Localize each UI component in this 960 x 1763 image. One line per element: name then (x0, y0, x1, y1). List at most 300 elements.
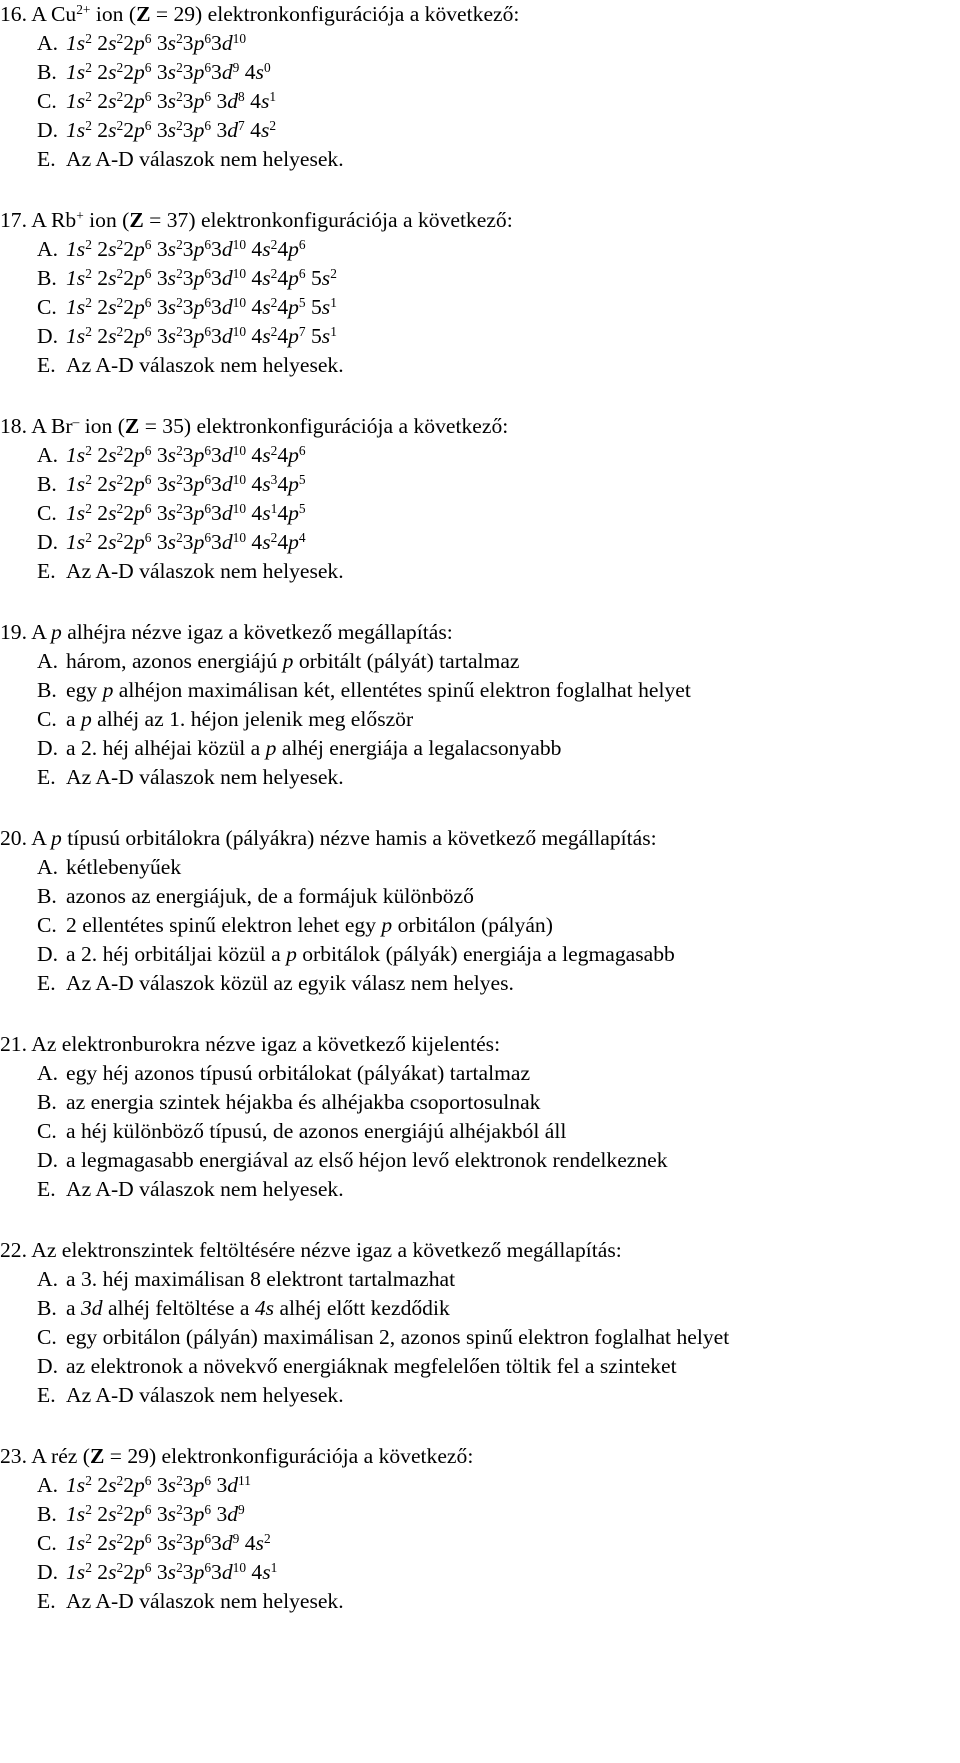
text-segment: 3 (151, 501, 168, 525)
text-segment: 2 (85, 323, 92, 339)
answer-option-d (0, 1352, 960, 1381)
text-segment: alhéjra nézve igaz a következő megállapítás: (61, 620, 453, 644)
text-segment: p (288, 443, 299, 467)
text-segment: p (288, 530, 299, 554)
text-segment: d (227, 1473, 239, 1497)
option-letter: A. (37, 855, 58, 879)
text-segment: p (193, 89, 205, 113)
text-segment: s (262, 443, 271, 467)
text-segment: s (167, 324, 177, 348)
answer-option-d (0, 1558, 960, 1587)
answer-option-e (0, 1587, 960, 1616)
text-segment: d (221, 1560, 233, 1584)
text-segment: 2 (85, 88, 92, 104)
text-segment: s (262, 1560, 271, 1584)
text-segment: 4 (277, 295, 289, 319)
text-segment: 2 (91, 89, 109, 113)
text-segment: 2 (85, 30, 92, 46)
option-letter: B. (37, 884, 57, 908)
text-segment: p (133, 31, 145, 55)
text-segment: d (221, 266, 233, 290)
text-segment: 2 (116, 1530, 124, 1546)
option-letter: C. (37, 501, 57, 525)
text-segment: 3 (182, 237, 194, 261)
text-segment: s (167, 1502, 177, 1526)
text-segment: A (31, 826, 52, 850)
text-segment: d (221, 501, 233, 525)
text-segment: a 2. héj alhéjai közül a (66, 736, 266, 760)
text-segment: 2 (123, 1502, 134, 1526)
text-segment: = 29) elektronkonfigurációja a következő: (150, 2, 520, 26)
text-segment: 3 (182, 89, 194, 113)
text-segment: 6 (144, 1472, 152, 1488)
text-segment: s (108, 60, 117, 84)
text-segment: a legmagasabb energiával az első héjon levő elektronok rendelkeznek (66, 1148, 668, 1172)
text-segment: 2 (176, 1472, 183, 1488)
option-letter: E. (37, 1383, 56, 1407)
text-segment: d (227, 89, 239, 113)
text-segment: 3 (270, 471, 278, 487)
text-segment: 6 (144, 59, 152, 75)
text-segment: 2 (270, 529, 278, 545)
text-segment: s (108, 443, 117, 467)
text-segment: 2 (176, 30, 183, 46)
text-segment: 2 (176, 59, 183, 75)
text-segment: 5 (305, 266, 322, 290)
text-segment: 2 (123, 31, 134, 55)
text-segment: s (108, 501, 117, 525)
text-segment: = 35) elektronkonfigurációja a következő: (139, 414, 509, 438)
text-segment: 4 (246, 472, 263, 496)
text-segment: 2 (123, 501, 134, 525)
text-segment: s (262, 266, 271, 290)
option-letter: A. (37, 649, 58, 673)
text-segment: d (221, 60, 233, 84)
text-segment: 4 (244, 118, 261, 142)
text-segment: 2 (85, 1501, 92, 1517)
text-segment: 4 (246, 266, 263, 290)
text-segment: 4 (277, 237, 289, 261)
text-segment: p (193, 1531, 205, 1555)
answer-option-a (0, 1471, 960, 1500)
answer-option-a (0, 235, 960, 264)
answer-option-b (0, 1294, 960, 1323)
answer-option-b (0, 1088, 960, 1117)
text-segment: 4 (246, 501, 263, 525)
text-segment: 6 (144, 1501, 152, 1517)
question-stem (0, 0, 960, 29)
text-segment: 2 (85, 265, 92, 281)
text-segment: alhéj feltöltése a (102, 1296, 255, 1320)
text-segment: 1s (66, 237, 86, 261)
text-segment: A Rb (31, 208, 77, 232)
text-segment: 1s (66, 60, 86, 84)
answer-option-b (0, 58, 960, 87)
text-segment: 1 (330, 294, 337, 310)
question-21 (0, 1030, 960, 1204)
question-stem (0, 412, 960, 441)
question-22 (0, 1236, 960, 1410)
text-segment: p (288, 472, 299, 496)
text-segment: p (288, 295, 299, 319)
text-segment: 2 (269, 117, 277, 133)
text-segment: 6 (204, 236, 212, 252)
text-segment: 2 (123, 237, 134, 261)
answer-option-e (0, 557, 960, 586)
question-stem (0, 824, 960, 853)
text-segment: A réz ( (31, 1444, 90, 1468)
text-segment: Z (124, 414, 140, 438)
text-segment: s (167, 1473, 177, 1497)
text-segment: s (167, 31, 177, 55)
text-segment: 3 (211, 1502, 228, 1526)
text-segment: orbitálok (pályák) energiája a legmagasabb (296, 942, 675, 966)
answer-option-a (0, 647, 960, 676)
option-letter: E. (37, 1177, 56, 1201)
text-segment: 7 (298, 323, 306, 339)
text-segment: d (221, 295, 233, 319)
text-segment: 3 (211, 237, 222, 261)
text-segment: 2 (176, 529, 183, 545)
question-spacer (0, 792, 960, 824)
text-segment: 2 (91, 501, 109, 525)
text-segment: + (76, 207, 84, 223)
text-segment: 6 (144, 265, 152, 281)
text-segment: Az A-D válaszok közül az egyik válasz nem helyes. (66, 971, 514, 995)
option-letter: B. (37, 1296, 57, 1320)
text-segment: 3 (182, 1502, 194, 1526)
text-segment: egy orbitálon (pályán) maximálisan 2, azonos spinű elektron foglalhat helyet (66, 1325, 730, 1349)
text-segment: p (133, 501, 145, 525)
text-segment: az energia szintek héjakba és alhéjakba csoportosulnak (66, 1090, 541, 1114)
option-letter: D. (37, 736, 58, 760)
text-segment: 3 (211, 1531, 222, 1555)
answer-option-e (0, 145, 960, 174)
text-segment: p (193, 443, 205, 467)
text-segment: 6 (204, 1559, 212, 1575)
question-number: 21. (0, 1032, 27, 1056)
text-segment: s (167, 472, 177, 496)
option-letter: C. (37, 295, 57, 319)
option-letter: A. (37, 443, 58, 467)
text-segment: 3 (182, 530, 194, 554)
option-letter: D. (37, 1354, 58, 1378)
text-segment: 2 (116, 529, 124, 545)
text-segment: alhéj előtt kezdődik (274, 1296, 450, 1320)
text-segment: 2 (91, 295, 109, 319)
text-segment: Z (129, 208, 144, 232)
answer-option-a (0, 29, 960, 58)
option-letter: A. (37, 1061, 58, 1085)
text-segment: 1 (269, 88, 277, 104)
text-segment: 2 (85, 1559, 92, 1575)
text-segment: 2 (91, 118, 109, 142)
text-segment: s (108, 1560, 117, 1584)
text-segment: 3 (151, 443, 168, 467)
text-segment: Az elektronszintek feltöltésére nézve igaz a következő megállapítás: (31, 1238, 622, 1262)
text-segment: 10 (232, 265, 247, 281)
text-segment: p (133, 1502, 145, 1526)
text-segment: 3 (151, 237, 168, 261)
text-segment: 2 (270, 265, 278, 281)
option-letter: D. (37, 118, 58, 142)
text-segment: 2 (123, 324, 134, 348)
text-segment: 1s (66, 1531, 86, 1555)
text-segment: 1s (66, 295, 86, 319)
text-segment: s (167, 443, 177, 467)
option-letter: D. (37, 324, 58, 348)
text-segment: 6 (144, 442, 152, 458)
text-segment: d (221, 530, 233, 554)
question-spacer (0, 380, 960, 412)
text-segment: d (221, 31, 233, 55)
text-segment: s (108, 266, 117, 290)
text-segment: s (260, 118, 270, 142)
option-letter: A. (37, 1267, 58, 1291)
text-segment: 10 (232, 294, 247, 310)
text-segment: p (288, 324, 299, 348)
text-segment: 2 (116, 500, 124, 516)
text-segment: 3 (151, 1560, 168, 1584)
text-segment: 2 (91, 237, 109, 261)
text-segment: 1s (66, 1473, 86, 1497)
text-segment: 6 (204, 1501, 212, 1517)
text-segment: s (108, 472, 117, 496)
text-segment: 2 (270, 323, 278, 339)
text-segment: 6 (298, 442, 306, 458)
answer-option-a (0, 441, 960, 470)
option-letter: D. (37, 530, 58, 554)
text-segment: 2 (91, 266, 109, 290)
text-segment: 4 (246, 237, 263, 261)
text-segment: 3 (211, 118, 228, 142)
text-segment: 3 (182, 1560, 194, 1584)
answer-option-b (0, 470, 960, 499)
text-segment: 3 (211, 443, 222, 467)
text-segment: 10 (232, 236, 247, 252)
text-segment: 4 (298, 529, 306, 545)
text-segment: 6 (204, 1472, 212, 1488)
answer-option-a (0, 1059, 960, 1088)
answer-option-e (0, 1381, 960, 1410)
text-segment: 4 (277, 266, 289, 290)
question-spacer (0, 586, 960, 618)
text-segment: 2 (116, 117, 124, 133)
text-segment: 4 (239, 60, 256, 84)
text-segment: 4 (246, 1560, 263, 1584)
text-segment: s (108, 324, 117, 348)
question-number: 22. (0, 1238, 27, 1262)
text-segment: 1s (66, 1560, 86, 1584)
text-segment: 2 (123, 530, 134, 554)
text-segment: 4 (244, 89, 261, 113)
text-segment: 3 (151, 60, 168, 84)
text-segment: 4 (239, 1531, 256, 1555)
text-segment: a héj különböző típusú, de azonos energiájú alhéjakból áll (66, 1119, 567, 1143)
text-segment: 2 (116, 265, 124, 281)
text-segment: ion ( (83, 208, 130, 232)
text-segment: s (167, 530, 177, 554)
text-segment: s (108, 31, 117, 55)
text-segment: 3 (211, 324, 222, 348)
text-segment: 2 (91, 1531, 109, 1555)
text-segment: 2 (116, 236, 124, 252)
text-segment: 4 (246, 443, 263, 467)
answer-option-a (0, 853, 960, 882)
text-segment: 3 (182, 1473, 194, 1497)
text-segment: 3 (182, 31, 194, 55)
text-segment: orbitált (pályát) tartalmaz (293, 649, 520, 673)
text-segment: 6 (204, 471, 212, 487)
text-segment: 3 (211, 89, 228, 113)
text-segment: p (80, 707, 92, 731)
text-segment: Z (136, 2, 151, 26)
text-segment: 2 (270, 236, 278, 252)
text-segment: 3 (211, 530, 222, 554)
text-segment: 6 (298, 265, 306, 281)
text-segment: 3 (151, 1473, 168, 1497)
text-segment: 3 (151, 324, 168, 348)
text-segment: 4 (277, 472, 289, 496)
text-segment: p (288, 501, 299, 525)
text-segment: s (108, 1531, 117, 1555)
text-segment: 4 (277, 324, 289, 348)
text-segment: p (265, 736, 277, 760)
text-segment: 2 (176, 236, 183, 252)
text-segment: s (321, 324, 331, 348)
text-segment: 1 (330, 323, 337, 339)
text-segment: 6 (204, 30, 212, 46)
text-segment: 2 (85, 471, 92, 487)
text-segment: Az A-D válaszok nem helyesek. (66, 1589, 344, 1613)
text-segment: 3 (211, 60, 222, 84)
question-number: 23. (0, 1444, 27, 1468)
text-segment: p (102, 678, 114, 702)
text-segment: 5 (298, 500, 306, 516)
text-segment: 2 (116, 59, 124, 75)
text-segment: a 2. héj orbitáljai közül a (66, 942, 287, 966)
text-segment: 3 (211, 295, 222, 319)
answer-option-c (0, 499, 960, 528)
text-segment: s (262, 472, 271, 496)
text-segment: 6 (204, 117, 212, 133)
text-segment: 2 ellentétes spinű elektron lehet egy (66, 913, 382, 937)
answer-option-d (0, 116, 960, 145)
answer-option-b (0, 264, 960, 293)
option-letter: B. (37, 1090, 57, 1114)
text-segment: 3 (151, 89, 168, 113)
option-letter: A. (37, 237, 58, 261)
text-segment: 3 (182, 472, 194, 496)
option-letter: A. (37, 1473, 58, 1497)
answer-option-d (0, 1146, 960, 1175)
text-segment: p (193, 60, 205, 84)
question-number: 16. (0, 2, 27, 26)
text-segment: a (66, 1296, 81, 1320)
text-segment: 2 (91, 1502, 109, 1526)
text-segment: s (108, 237, 117, 261)
answer-option-e (0, 763, 960, 792)
text-segment: 2 (123, 472, 134, 496)
text-segment: 1s (66, 31, 86, 55)
text-segment: 6 (204, 529, 212, 545)
text-segment: 2 (263, 1530, 271, 1546)
text-segment: s (167, 266, 177, 290)
option-letter: C. (37, 89, 57, 113)
option-letter: E. (37, 353, 56, 377)
text-segment: 4 (277, 530, 289, 554)
text-segment: 2 (123, 89, 134, 113)
text-segment: = 37) elektronkonfigurációja a következő: (143, 208, 513, 232)
text-segment: 3 (211, 501, 222, 525)
text-segment: 6 (144, 88, 152, 104)
answer-option-e (0, 969, 960, 998)
text-segment: 9 (232, 59, 240, 75)
text-segment: az elektronok a növekvő energiáknak megfelelően töltik fel a szinteket (66, 1354, 677, 1378)
text-segment: 11 (238, 1472, 251, 1488)
text-segment: 3 (151, 1502, 168, 1526)
option-letter: E. (37, 559, 56, 583)
text-segment: ion ( (90, 2, 137, 26)
answer-option-c (0, 1529, 960, 1558)
text-segment: 2 (85, 1530, 92, 1546)
text-segment: s (255, 60, 264, 84)
text-segment: 3 (182, 443, 194, 467)
text-segment: 3 (211, 31, 222, 55)
text-segment: három, azonos energiájú (66, 649, 283, 673)
text-segment: 2 (85, 236, 92, 252)
text-segment: Z (89, 1444, 105, 1468)
text-segment: 6 (144, 294, 152, 310)
text-segment: 10 (232, 323, 247, 339)
text-segment: d (221, 472, 233, 496)
text-segment: p (288, 266, 299, 290)
text-segment: Az A-D válaszok nem helyesek. (66, 765, 344, 789)
text-segment: egy (66, 678, 103, 702)
question-stem (0, 1236, 960, 1265)
text-segment: 2 (91, 1560, 109, 1584)
text-segment: d (221, 443, 233, 467)
text-segment: 7 (238, 117, 245, 133)
option-letter: B. (37, 472, 57, 496)
text-segment: s (262, 530, 271, 554)
text-segment: 6 (204, 442, 212, 458)
text-segment: 2 (116, 1559, 124, 1575)
text-segment: 2 (123, 1531, 134, 1555)
text-segment: 4s (254, 1296, 275, 1320)
text-segment: 6 (144, 323, 152, 339)
text-segment: p (133, 324, 145, 348)
text-segment: 2 (116, 323, 124, 339)
text-segment: 3 (211, 472, 222, 496)
text-segment: A (31, 620, 52, 644)
text-segment: 2 (91, 443, 109, 467)
text-segment: s (167, 60, 177, 84)
question-number: 20. (0, 826, 27, 850)
text-segment: 2 (123, 295, 134, 319)
option-letter: C. (37, 707, 57, 731)
text-segment: s (260, 89, 270, 113)
text-segment: 2 (176, 1530, 183, 1546)
question-stem (0, 1442, 960, 1471)
text-segment: 5 (305, 295, 322, 319)
text-segment: – (72, 413, 80, 429)
text-segment: 2 (91, 31, 109, 55)
text-segment: 5 (298, 471, 306, 487)
text-segment: 10 (232, 30, 247, 46)
text-segment: 1 (270, 500, 278, 516)
text-segment: 3 (182, 266, 194, 290)
